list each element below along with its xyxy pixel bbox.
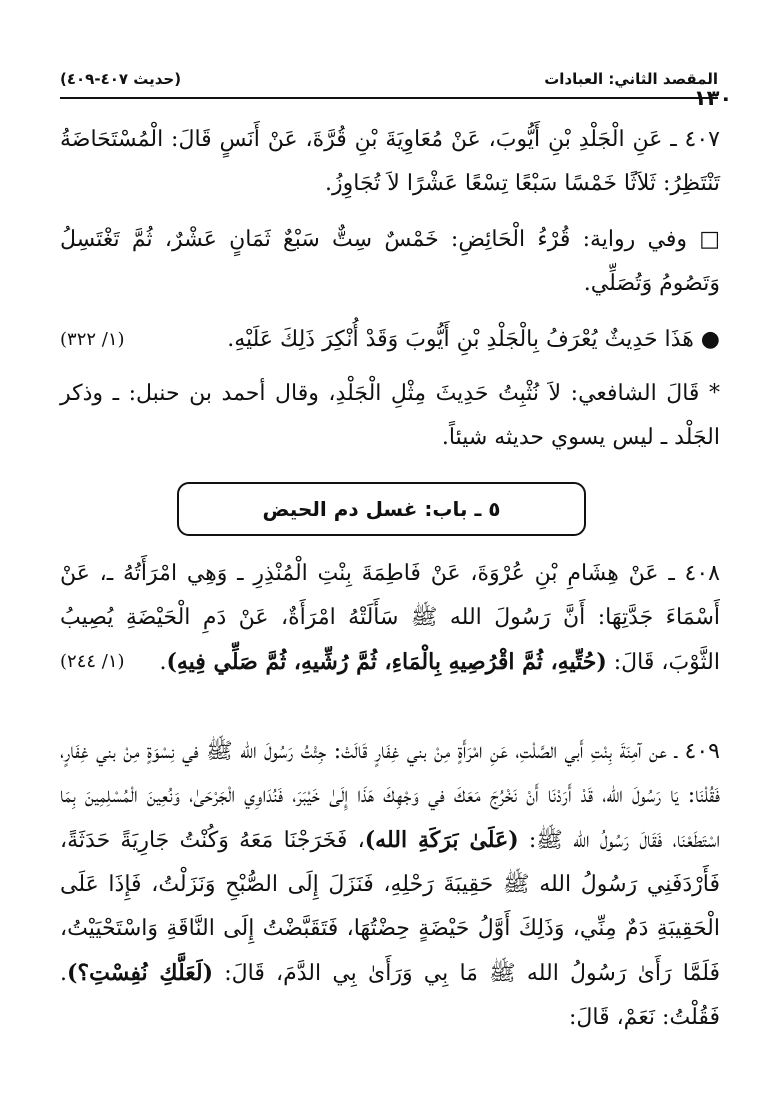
hadith-409-text-1: ٤٠٩ ـ عن آمِنَةَ بِنْتِ أَبي الصَّلْتِ، عَنِ امْرَأَةٍ مِنْ بني غِفَارٍ قَالَتْ: جِئْتُ رَسُولَ الله ﷺ في نِسْوَةٍ مِنْ بني غِفَارٍ، فَقُلْنَا: يَا رَسُولَ الله، قَدْ أَرَدْنَا أَنْ نَخْرُجَ مَعَكَ في وَجْهِكَ هَذَا إِلَىٰ خَيْبَرَ، فَنُدَاوِي الْجَرْحَىٰ، وَنُعِينَ الْمُسْلِمِينَ بِمَا اسْتَطَعْنَا، فَقَالَ رَسُولُ الله ﷺ: xyxy=(60,739,721,853)
note-text: ● هَذَا حَدِيثٌ يُعْرَفُ بِالْجَلْدِ بْنِ أَيُّوبَ وَقَدْ أُنْكِرَ ذَلِكَ عَلَيْهِ. xyxy=(227,327,720,352)
note-reference: (١/ ٣٢٢) xyxy=(60,329,125,350)
hadith-409-text-2: ، فَخَرَجْنَا مَعَهُ وَكُنْتُ جَارِيَةً حَدَثَةً، فَأَرْدَفَنِي رَسُولُ الله ﷺ حَقِيبَةَ رَحْلِهِ، فَنَزَلَ إِلَى الصُّبْحِ وَنَزَلْتُ، فَإِذَا عَلَى الْحَقِيبَةِ دَمٌ مِنِّي، وَذَلِكَ أَوَّلُ حَيْضَةٍ حِضْتُهَا، فَتَقَبَّضْتُ إِلَى النَّاقَةِ وَاسْتَحْيَيْتُ، فَلَمَّا رَأَىٰ رَسُولُ الله ﷺ مَا بِي وَرَأَىٰ بِي الدَّمَ، قَالَ: xyxy=(60,828,721,986)
hadith-407 xyxy=(60,118,720,206)
running-header xyxy=(60,64,718,94)
riwaya-text: □ وفي رواية: قُرْءُ الْحَائِضِ: خَمْسٌ سِتٌّ سَبْعٌ ثَمَانٍ عَشْرٌ، ثُمَّ تَغْتَسِلُ وَتَصُومُ وَتُصَلِّي. xyxy=(60,227,720,296)
hadith-407-text: ٤٠٧ ـ عَنِ الْجَلْدِ بْنِ أَيُّوبَ، عَنْ مُعَاوِيَةَ بْنِ قُرَّةَ، عَنْ أَنَسٍ قَالَ: الْمُسْتَحَاضَةُ تَنْتَظِرُ: ثَلاَثًا خَمْسًا سَبْعًا تِسْعًا عَشْرًا لاَ تُجَاوِزُ. xyxy=(60,127,720,196)
hadith-409-quote-2: (لَعَلَّكِ نُفِسْتِ؟) xyxy=(67,960,213,986)
hadith-409 xyxy=(60,730,720,1040)
hadith-409-text-3: . فَقُلْتُ: نَعَمْ، قَالَ: xyxy=(60,961,720,1030)
section-title: المقصد الثاني: العبادات xyxy=(544,70,718,88)
chapter-title: ٥ ـ باب: غسل دم الحيض xyxy=(262,497,501,521)
hadith-409-quote-1: (عَلَىٰ بَرَكَةِ الله) xyxy=(364,827,519,853)
shafii-comment xyxy=(60,372,720,460)
hadith-408-reference: (١/ ٢٤٤) xyxy=(60,651,125,672)
page-number: ١٣٠ xyxy=(693,86,733,110)
hadith-407-note xyxy=(60,318,720,362)
hadith-407-riwaya xyxy=(60,218,720,306)
hadith-408-quote: (حُتِّيهِ، ثُمَّ اقْرُصِيهِ بِالْمَاءِ، ثُمَّ رُشِّيهِ، ثُمَّ صَلِّي فِيهِ) xyxy=(166,649,607,675)
hadith-408-text: ٤٠٨ ـ عَنْ هِشَامِ بْنِ عُرْوَةَ، عَنْ فَاطِمَةَ بِنْتِ الْمُنْذِرِ ـ وَهِي امْرَأَتُهُ ـ، عَنْ أَسْمَاءَ جَدَّتِهَا: أَنَّ رَسُولَ الله ﷺ سَأَلَتْهُ امْرَأَةٌ، عَنْ دَمِ الْحَيْضَةِ يُصِيبُ الثَّوْبَ، قَالَ: xyxy=(60,561,720,675)
chapter-heading xyxy=(177,482,586,536)
shafii-text: * قَالَ الشافعي: لاَ نُثْبِتُ حَدِيثَ مِثْلِ الْجَلْدِ، وقال أحمد بن حنبل: ـ وذكر الجَلْد ـ ليس يسوي حديثه شيئاً. xyxy=(60,381,720,450)
header-divider xyxy=(60,97,718,99)
hadith-range: (حديث ٤٠٧-٤٠٩) xyxy=(60,70,182,88)
hadith-408 xyxy=(60,552,720,685)
hadith-408-end: . xyxy=(159,650,167,675)
